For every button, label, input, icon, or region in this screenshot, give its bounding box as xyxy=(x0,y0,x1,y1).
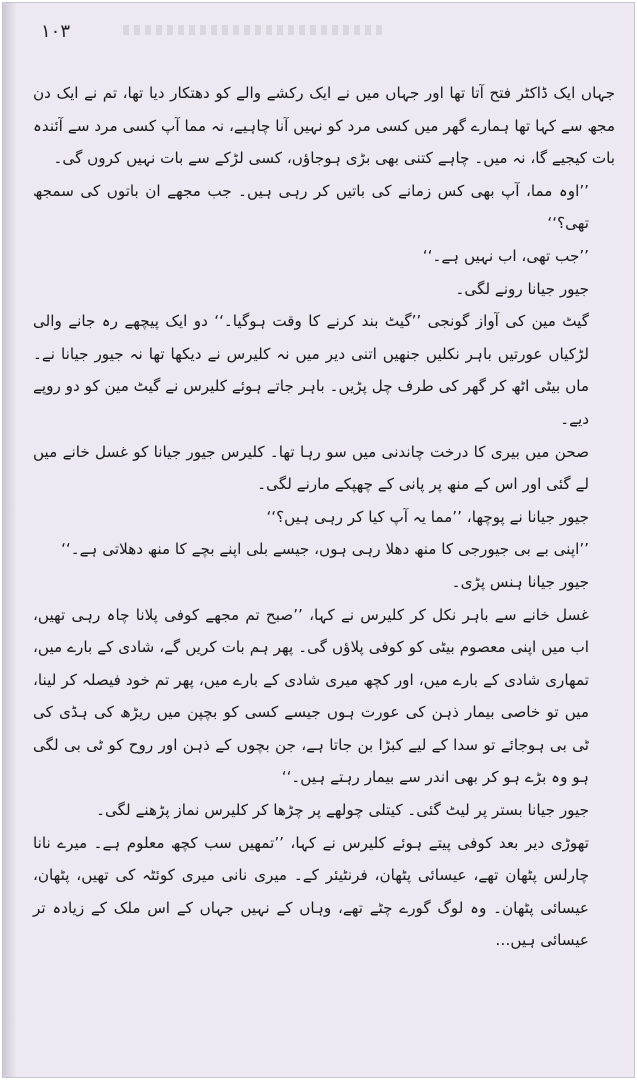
paragraph: ’’اپنی بے بی جیورجی کا منھ دھلا رہی ہوں، جیسے بلی اپنے بچے کا منھ دھلاتی ہے۔‘‘ xyxy=(61,540,589,559)
page-number: ١٠٣ xyxy=(41,21,71,42)
paragraph: جیور جیانا نے پوچھا، ’’مما یہ آپ کیا کر رہی ہیں؟‘‘ xyxy=(266,507,589,526)
paragraph: جیور جیانا ہنس پڑی۔ xyxy=(451,572,589,591)
book-page xyxy=(2,2,635,1078)
paragraph: ’’جب تھی، اب نہیں ہے۔‘‘ xyxy=(422,246,589,265)
page-body-text xyxy=(33,77,615,957)
paragraph: تھوڑی دیر بعد کوفی پیتے ہوئے کلیرس نے کہا، ’’تمھیں سب کچھ معلوم ہے۔ میرے نانا چارلس پٹھان تھے، عیسائی پٹھان، فرنٹیئر کے۔ میری نانی میری کوئٹہ کی تھیں، پٹھان، عیسائی پٹھان۔ وہ لوگ گورے چٹے تھے، وہاں کے نہیں جہاں کے اس ملک کے زیادہ تر عیسائی ہیں… xyxy=(33,833,589,950)
paragraph: غسل خانے سے باہر نکل کر کلیرس نے کہا، ’’صبح تم مجھے کوفی پلانا چاہ رہی تھیں، اب میں اپنی معصوم بیٹی کو کوفی پلاؤں گی۔ پھر ہم بات کریں گے، شادی کے بارے میں، تمھاری شادی کے بارے میں، اور کچھ میری شادی کے بارے میں، پھر تم خود فیصلہ کر لینا، میں تو خاصی بیمار ذہن کی عورت ہوں جیسے کسی کو بچپن میں ریڑھ کی ہڈی کی ٹی بی ہوجائے تو سدا کے لیے کبڑا بن جاتا ہے، جن بچوں کے ذہن اور روح کو ٹی بی لگی ہو وہ بڑے ہو کر بھی اندر سے بیمار رہتے ہیں۔‘‘ xyxy=(33,605,589,787)
bleed-through-text xyxy=(123,25,383,35)
page-spine-shadow xyxy=(3,3,17,1077)
paragraph: گیٹ مین کی آواز گونجی ’’گیٹ بند کرنے کا وقت ہوگیا۔‘‘ دو ایک پیچھے رہ جانے والی لڑکیاں عورتیں باہر نکلیں جنھیں اتنی دیر میں نہ کلیرس نے دیکھا تھا نہ جیور جیانا نے۔ ماں بیٹی اٹھ کر گھر کی طرف چل پڑیں۔ باہر جاتے ہوئے کلیرس نے گیٹ مین کو دو روپے دیے۔ xyxy=(33,312,589,428)
paragraph: جیور جیانا رونے لگی۔ xyxy=(455,279,589,298)
paragraph: ’’اوہ مما، آپ بھی کس زمانے کی باتیں کر رہی ہیں۔ جب مجھے ان باتوں کی سمجھ تھی؟‘‘ xyxy=(33,181,589,233)
paragraph: جہاں ایک ڈاکٹر فتح آتا تھا اور جہاں میں نے ایک رکشے والے کو دھتکار دیا تھا، تم نے ایک دن مجھ سے کہا تھا ہمارے گھر میں کسی مرد کو نہیں آنا چاہیے، نہ مما آپ کسی مرد سے آئندہ بات کیجیے گا، نہ میں۔ چاہے کتنی بھی بڑی ہوجاؤں، کسی لڑکے سے بات نہیں کروں گی۔ xyxy=(33,84,615,168)
paragraph: صحن میں بیری کا درخت چاندنی میں سو رہا تھا۔ کلیرس جیور جیانا کو غسل خانے میں لے گئی اور اس کے منھ پر پانی کے چھپکے مارنے لگی۔ xyxy=(33,442,589,494)
paragraph: جیور جیانا بستر پر لیٹ گئی۔ کیتلی چولھے پر چڑھا کر کلیرس نماز پڑھنے لگی۔ xyxy=(96,801,589,820)
